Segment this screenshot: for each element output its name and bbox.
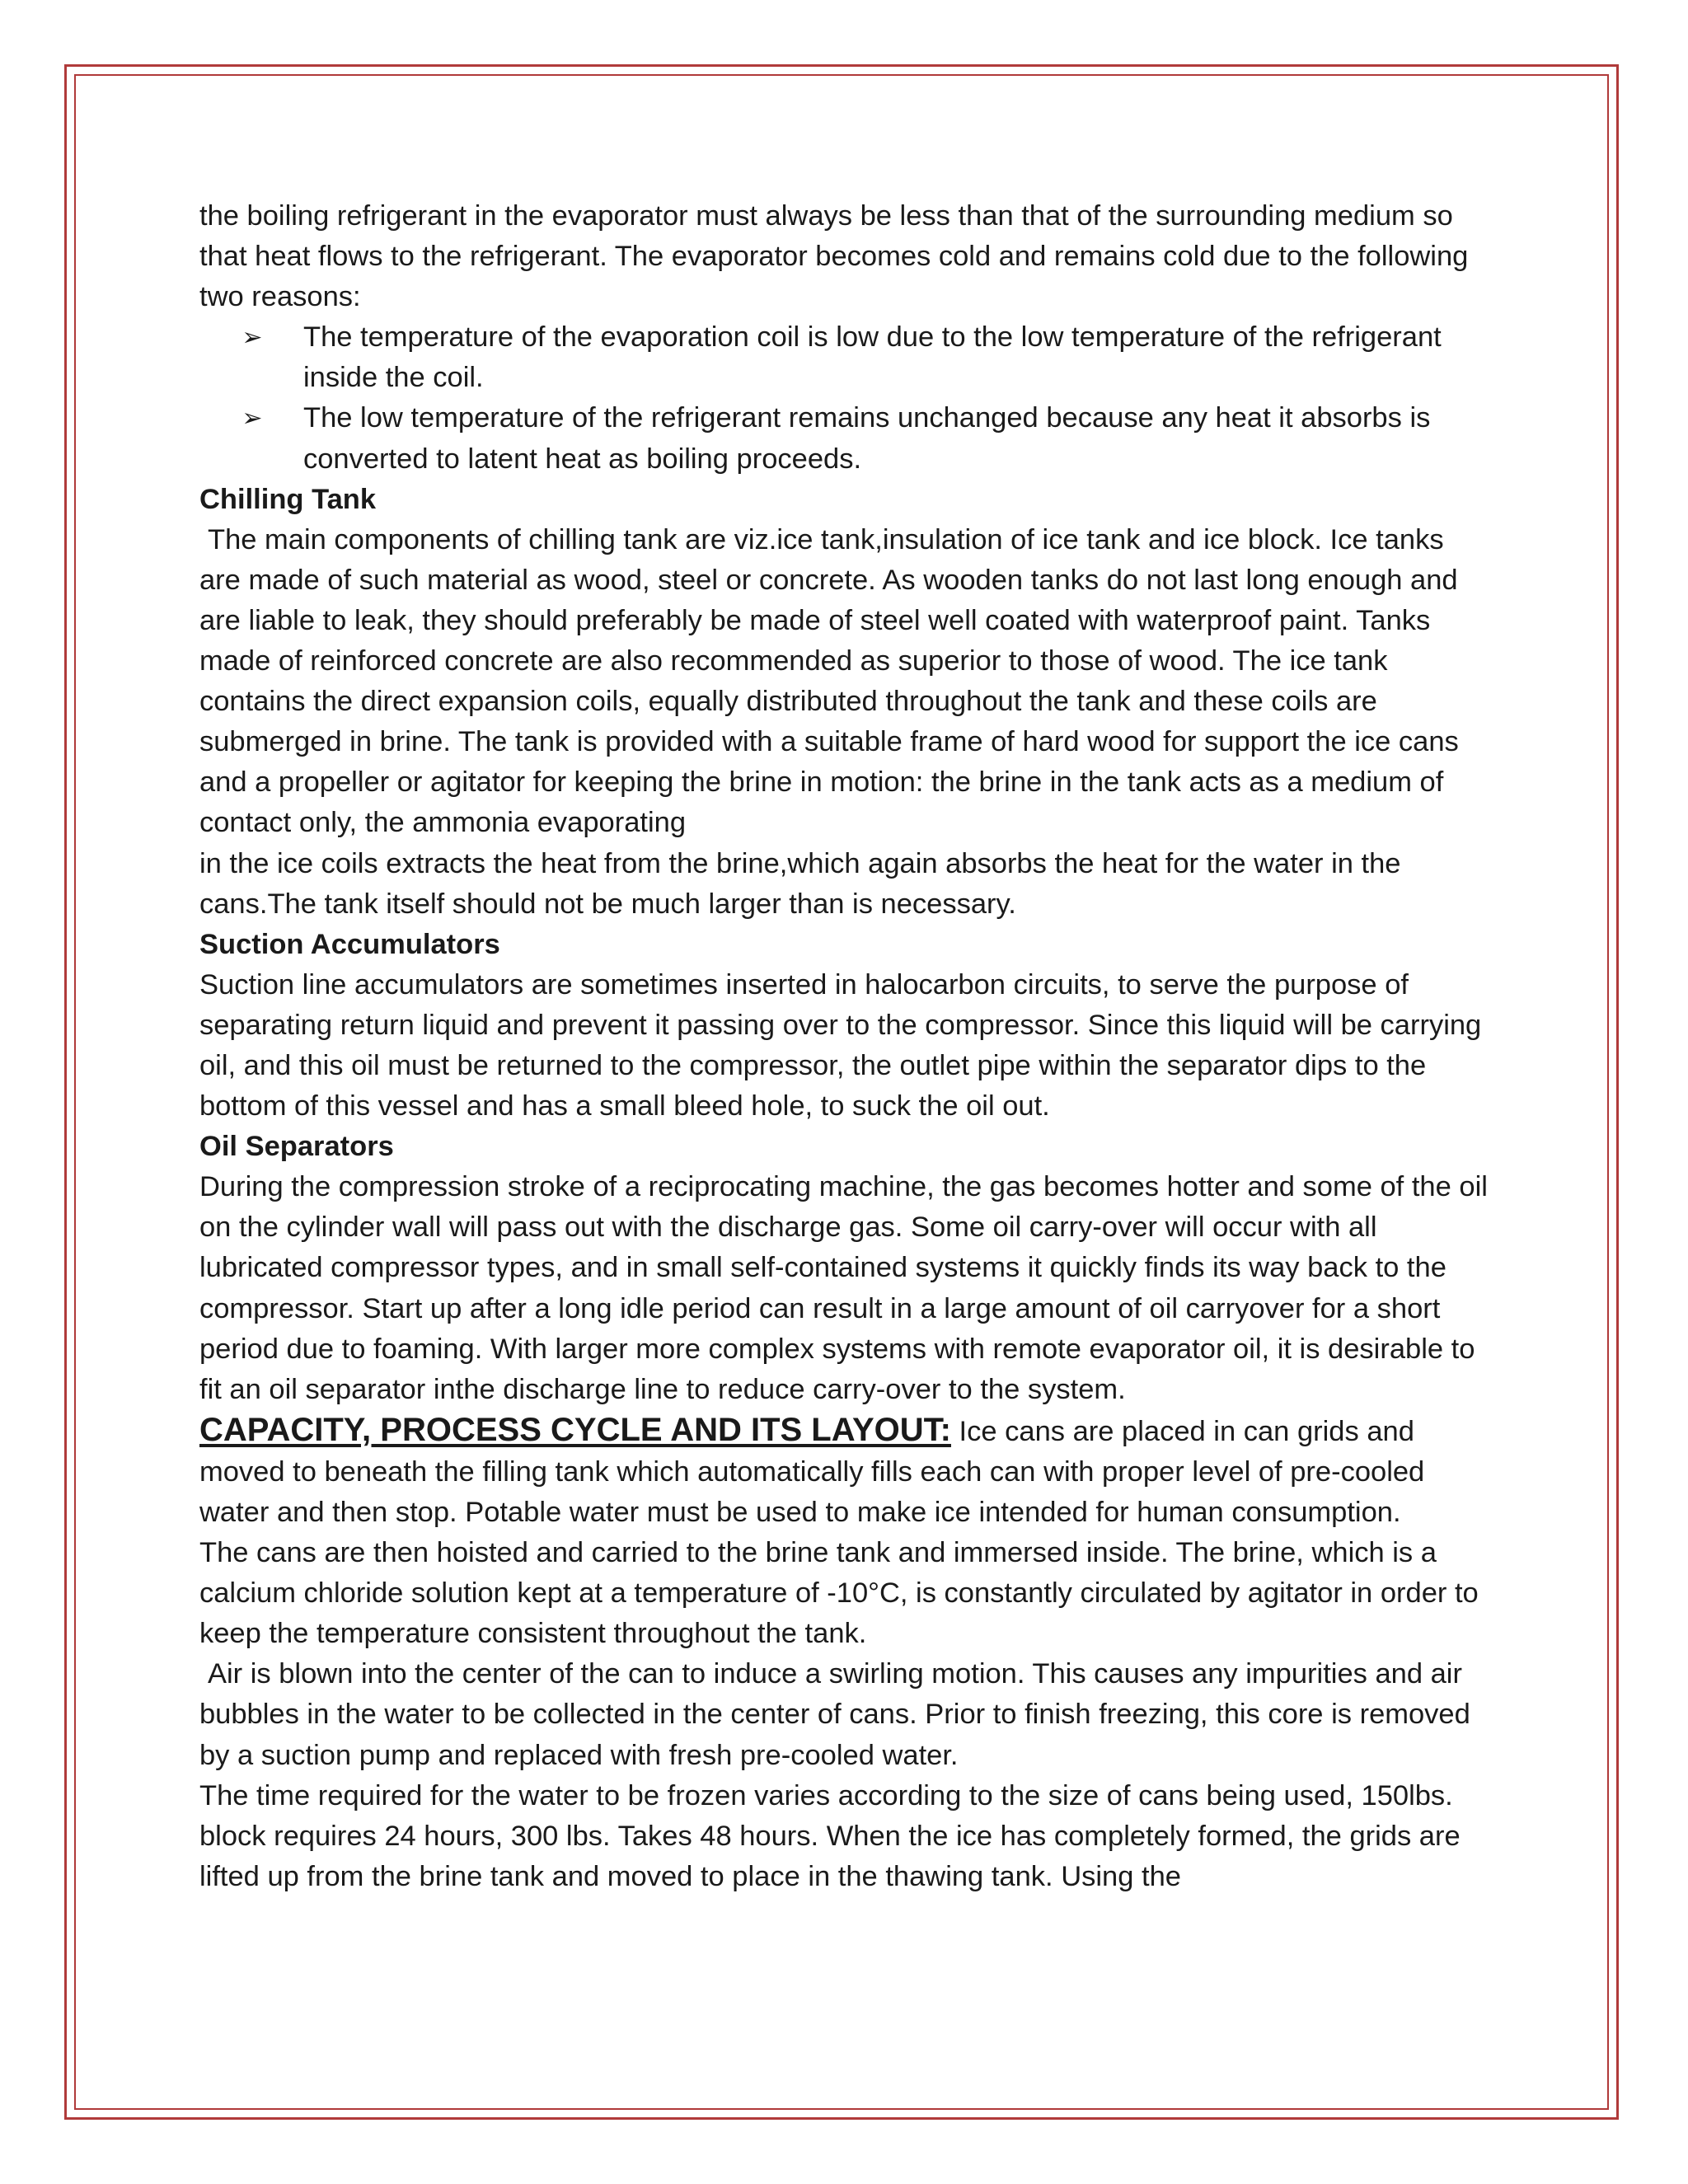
capacity-paragraph (199, 1410, 1489, 1533)
chilling-tank-paragraph: The main components of chilling tank are viz.ice tank,insulation of ice tank and ice block. Ice tanks are made of such material as wood, steel or concrete. As wooden tanks do not last long enough and are liable to leak, they should preferably be made of steel well coated with waterproof paint. Tanks made of reinforced concrete are also recommended as superior to those of wood. The ice tank contains the direct expansion coils, equally distributed throughout the tank and these coils are submerged in brine. The tank is provided with a suitable frame of hard wood for support the ice cans and a propeller or agitator for keeping the brine in motion: the brine in the tank acts as a medium of contact only, the ammonia evaporating (199, 523, 1459, 839)
air-blowing-paragraph: Air is blown into the center of the can to induce a swirling motion. This causes any impurities and air bubbles in the water to be collected in the center of cans. Prior to finish freezing, this core is removed by a suction pump and replaced with fresh pre-cooled water. (199, 1658, 1470, 1771)
list-item (199, 398, 1489, 479)
arrowhead-bullet-icon: ➢ (241, 404, 263, 434)
capacity-heading: CAPACITY, PROCESS CYCLE AND ITS LAYOUT: (199, 1411, 951, 1448)
suction-accumulators-heading: Suction Accumulators (199, 928, 500, 960)
list-item-text: The low temperature of the refrigerant remains unchanged because any heat it absorbs is converted to latent heat as boiling proceeds. (303, 402, 1431, 475)
brine-tank-paragraph: The cans are then hoisted and carried to the brine tank and immersed inside. The brine, which is a calcium chloride solution kept at a temperature of -10°C, is constantly circulated by agitator in order to keep the temperature consistent throughout the tank. (199, 1537, 1479, 1650)
list-item-text: The temperature of the evaporation coil is low due to the low temperature of the refrigerant inside the coil. (303, 321, 1442, 394)
oil-separators-paragraph: During the compression stroke of a reciprocating machine, the gas becomes hotter and some of the oil on the cylinder wall will pass out with the discharge gas. Some oil carry-over will occur with all lubricated compressor types, and in small self-contained systems it quickly finds its way back to the compressor. Start up after a long idle period can result in a large amount of oil carryover for a short period due to foaming. With larger more complex systems with remote evaporator oil, it is desirable to fit an oil separator inthe discharge line to reduce carry-over to the system. (199, 1171, 1488, 1405)
chilling-tank-paragraph-continued: in the ice coils extracts the heat from the brine,which again absorbs the heat for the water in the cans.The tank itself should not be much larger than is necessary. (199, 847, 1401, 920)
capacity-paragraph-text: Ice cans are placed in can grids and moved to beneath the filling tank which automatically fills each can with proper level of pre-cooled water and then stop. Potable water must be used to make ice intended for human consumption. (199, 1415, 1425, 1528)
reasons-list (199, 317, 1489, 479)
oil-separators-heading: Oil Separators (199, 1131, 394, 1163)
page-content (199, 196, 1489, 1897)
chilling-tank-heading: Chilling Tank (199, 483, 377, 515)
freezing-time-paragraph: The time required for the water to be frozen varies according to the size of cans being used, 150lbs. block requires 24 hours, 300 lbs. Takes 48 hours. When the ice has completely formed, the grids are lifted up from the brine tank and moved to place in the thawing tank. Using the (199, 1779, 1461, 1892)
list-item (199, 317, 1489, 398)
suction-accumulators-paragraph: Suction line accumulators are sometimes inserted in halocarbon circuits, to serve the purpose of separating return liquid and prevent it passing over to the compressor. Since this liquid will be carrying oil, and this oil must be returned to the compressor, the outlet pipe within the separator dips to the bottom of this vessel and has a small bleed hole, to suck the oil out. (199, 968, 1482, 1122)
arrowhead-bullet-icon: ➢ (241, 323, 263, 353)
intro-paragraph: the boiling refrigerant in the evaporator must always be less than that of the surrounding medium so that heat flows to the refrigerant. The evaporator becomes cold and remains cold due to the following two reasons: (199, 200, 1469, 313)
